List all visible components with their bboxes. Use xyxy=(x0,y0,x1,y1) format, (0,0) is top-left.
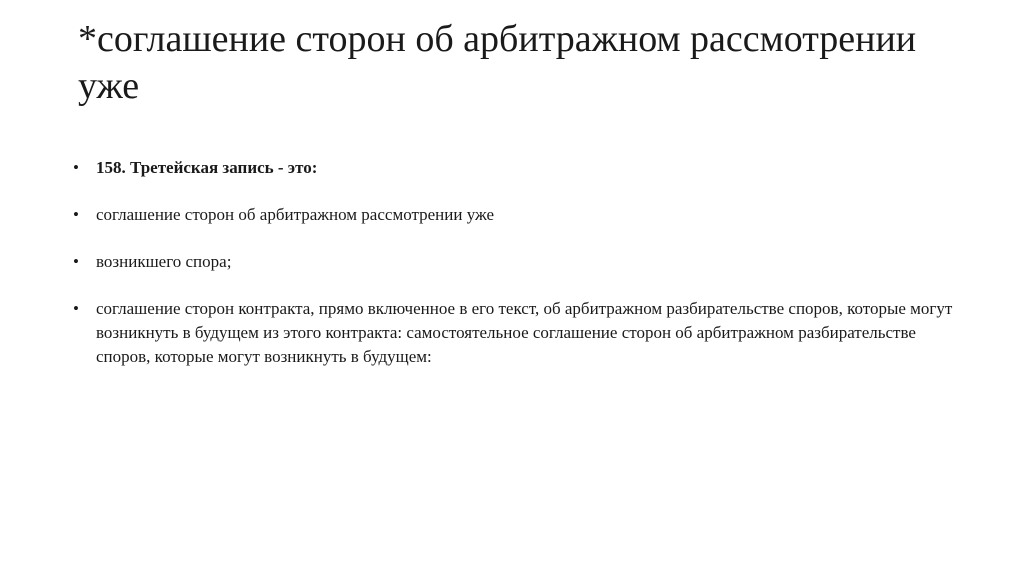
bullet-dot-icon: • xyxy=(73,205,79,224)
bullet-text: соглашение сторон об арбитражном рассмотрении уже xyxy=(96,205,495,224)
slide-title: *соглашение сторон об арбитражном рассмотрении уже xyxy=(78,18,917,107)
bullet-item-answer-1 xyxy=(73,203,963,227)
bullet-list xyxy=(73,156,963,392)
bullet-item-answer-3 xyxy=(73,297,963,369)
bullet-text: соглашение сторон контракта, прямо включенное в его текст, об арбитражном разбирательстве споров, которые могут возникнуть в будущем из этого контракта: самостоятельное соглашение сторон об арбитражном разбирательстве споров, которые могут возникнуть в будущем: xyxy=(96,299,953,366)
bullet-dot-icon: • xyxy=(73,299,79,318)
bullet-item-question xyxy=(73,156,963,180)
bullet-dot-icon: • xyxy=(73,158,79,177)
bullet-dot-icon: • xyxy=(73,252,79,271)
bullet-text: возникшего спора; xyxy=(96,252,232,271)
bullet-text: 158. Третейская запись - это: xyxy=(96,158,318,177)
bullet-item-answer-2 xyxy=(73,250,963,274)
